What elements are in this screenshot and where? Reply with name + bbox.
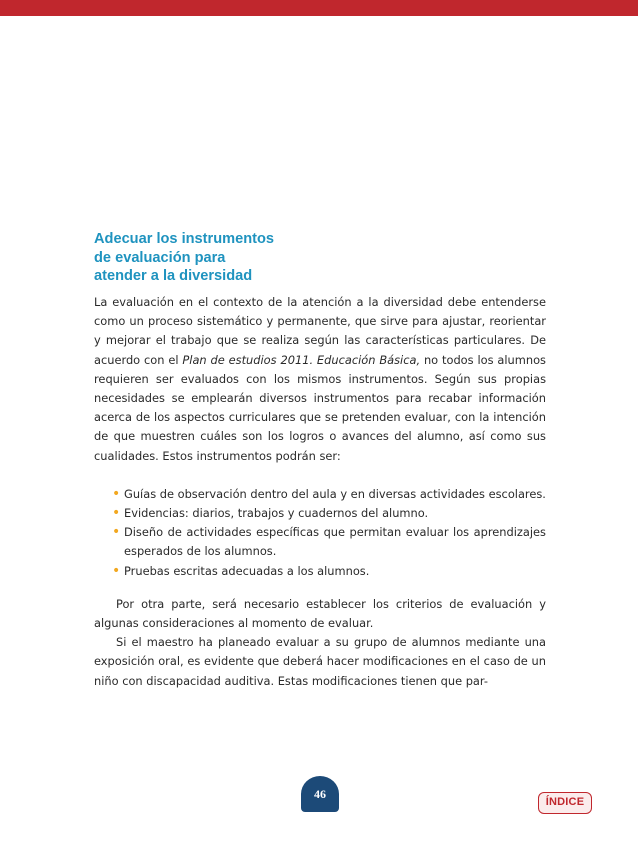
bullet-icon: • (112, 505, 121, 522)
instrument-list (94, 485, 546, 581)
section-title (94, 230, 394, 286)
list-item-text: Diseño de actividades específicas que permitan evaluar los aprendizajes esperados de los alumnos. (124, 525, 546, 559)
list-item (112, 485, 546, 504)
list-item-text: Pruebas escritas adecuadas a los alumnos. (124, 563, 370, 578)
bullet-icon: • (112, 485, 121, 502)
body-text (94, 293, 546, 691)
section-title-line-3: atender a la diversidad (94, 268, 253, 284)
criteria-paragraph: Por otra parte, será necesario establecer los criterios de evaluación y algunas consideraciones al momento de evaluar. (94, 596, 546, 631)
intro-text-before: La evaluación en el contexto de la atención a la diversidad debe entenderse como un proceso sistemático y permanente, que sirve para ajustar, reorientar y mejorar el trabajo que se realiza según las características particulares. De acuerdo con el (94, 295, 546, 367)
intro-paragraph (94, 293, 546, 466)
bullet-icon: • (112, 562, 121, 579)
index-button[interactable]: ÍNDICE (538, 792, 592, 814)
top-color-bar (0, 0, 638, 16)
intro-text-after: no todos los alumnos requieren ser evaluados con los mismos instrumentos. Según sus propias necesidades se emplearán diversos instrumentos para recabar información acerca de los aspectos curriculares que se pretenden evaluar, con la intención de que muestren cuáles son los logros o avances del alumno, así como sus cualidades. Estos instrumentos podrán ser: (94, 352, 546, 463)
oral-exposition-paragraph: Si el maestro ha planeado evaluar a su grupo de alumnos mediante una exposición oral, es evidente que deberá hacer modificaciones en el caso de un niño con discapacidad auditiva. Estas modificaciones tienen que par- (94, 635, 546, 688)
list-item (112, 562, 546, 581)
bullet-icon: • (112, 524, 121, 541)
list-item (112, 504, 546, 523)
section-title-line-1: Adecuar los instrumentos (94, 231, 275, 247)
section-title-line-2: de evaluación para (94, 249, 226, 266)
list-item (112, 523, 546, 561)
list-item-text: Evidencias: diarios, trabajos y cuadernos del alumno. (124, 506, 429, 521)
plan-title: Plan de estudios 2011. Educación Básica, (182, 352, 421, 367)
page-number-badge: 46 (301, 776, 339, 812)
list-item-text: Guías de observación dentro del aula y en diversas actividades escolares. (124, 486, 546, 501)
